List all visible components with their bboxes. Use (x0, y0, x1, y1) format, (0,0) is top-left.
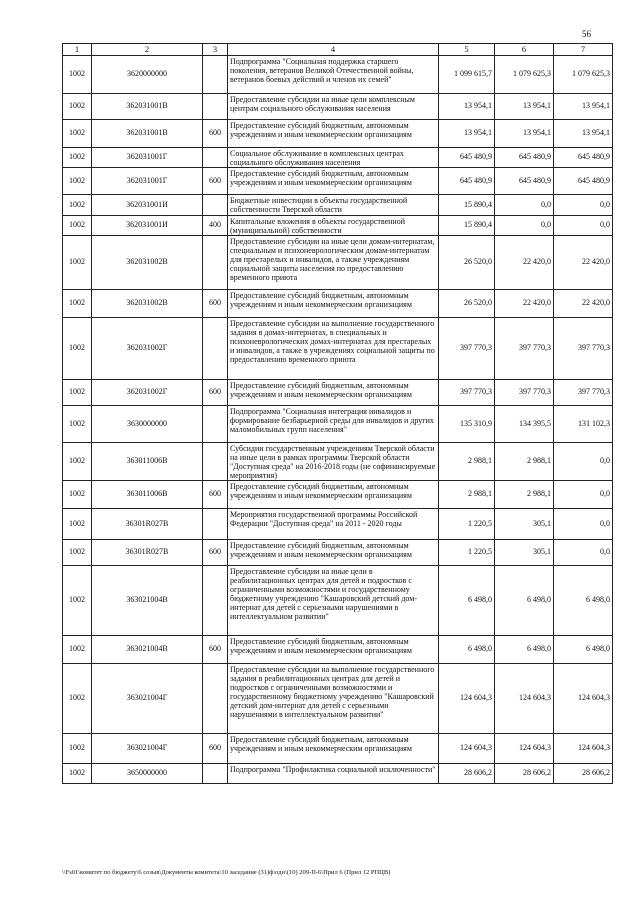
table-row (63, 119, 613, 147)
cell-c2: 3630000000 (92, 405, 203, 442)
cell-c5: 135 310,9 (439, 405, 495, 442)
column-header: 1 (63, 44, 92, 56)
cell-c2: 363021004Г (92, 663, 203, 733)
table-row (63, 663, 613, 733)
cell-c6: 13 954,1 (495, 93, 554, 119)
cell-c1: 1002 (63, 167, 92, 194)
cell-c5: 1 099 615,7 (439, 55, 495, 93)
cell-c4: Предоставление субсидий бюджетным, автономным учреждениям и иным некоммерческим организациям (228, 539, 439, 565)
cell-c3: 600 (203, 539, 228, 565)
table-row (63, 480, 613, 508)
cell-c7: 22 420,0 (554, 289, 613, 317)
header-row (63, 44, 613, 56)
cell-c6: 397 770,3 (495, 379, 554, 405)
cell-c1: 1002 (63, 119, 92, 147)
cell-c7: 1 079 625,3 (554, 55, 613, 93)
cell-c3: 600 (203, 733, 228, 763)
table-row (63, 147, 613, 167)
cell-c4: Социальное обслуживание в комплексных центрах социального обслуживания населения (228, 147, 439, 167)
cell-c2: 36301R027В (92, 508, 203, 539)
table-row (63, 763, 613, 783)
footer-file-path: \\Fs01\комитет по бюджету\6 созыв\Документы комитета\10 заседание (31)ф\одн\(10) 209-П-6\Прил 6 (Прил 12 РПЦВ) (62, 869, 391, 876)
column-header: 5 (439, 44, 495, 56)
cell-c1: 1002 (63, 635, 92, 663)
cell-c3 (203, 442, 228, 480)
cell-c4: Предоставление субсидий бюджетным, автономным учреждениям и иным некоммерческим организациям (228, 480, 439, 508)
cell-c2: 363021004В (92, 635, 203, 663)
cell-c3: 600 (203, 379, 228, 405)
table-row (63, 235, 613, 289)
cell-c6: 2 988,1 (495, 480, 554, 508)
cell-c3: 400 (203, 215, 228, 235)
table-row (63, 635, 613, 663)
cell-c5: 13 954,1 (439, 119, 495, 147)
cell-c7: 397 770,3 (554, 317, 613, 379)
cell-c7: 0,0 (554, 194, 613, 215)
table-row (63, 565, 613, 635)
cell-c5: 2 988,1 (439, 480, 495, 508)
cell-c5: 13 954,1 (439, 93, 495, 119)
cell-c2: 363021004Г (92, 733, 203, 763)
cell-c7: 124 604,3 (554, 663, 613, 733)
table-row (63, 289, 613, 317)
cell-c1: 1002 (63, 93, 92, 119)
cell-c6: 0,0 (495, 215, 554, 235)
cell-c3 (203, 194, 228, 215)
cell-c3 (203, 405, 228, 442)
cell-c3 (203, 55, 228, 93)
cell-c7: 0,0 (554, 539, 613, 565)
cell-c3 (203, 147, 228, 167)
cell-c4: Предоставление субсидии на иные цели в реабилитационных центрах для детей и подростков с ограниченными возможностями и государственному бюджетному учреждению "Кашаровский детский дом-интернат для детей с серьезными нарушениями в интеллектуальном развитии" (228, 565, 439, 635)
table-row (63, 405, 613, 442)
table-row (63, 379, 613, 405)
cell-c7: 0,0 (554, 480, 613, 508)
cell-c3 (203, 317, 228, 379)
table-row (63, 733, 613, 763)
cell-c2: 362031001И (92, 194, 203, 215)
cell-c1: 1002 (63, 539, 92, 565)
cell-c4: Мероприятия государственной программы Российской Федерации "Доступная среда" на 2011 - 2020 годы (228, 508, 439, 539)
cell-c5: 397 770,3 (439, 317, 495, 379)
cell-c6: 134 395,5 (495, 405, 554, 442)
cell-c5: 397 770,3 (439, 379, 495, 405)
table-row (63, 167, 613, 194)
cell-c3: 600 (203, 289, 228, 317)
cell-c5: 1 220,5 (439, 508, 495, 539)
cell-c2: 362031002Г (92, 379, 203, 405)
cell-c3: 600 (203, 480, 228, 508)
column-header: 4 (228, 44, 439, 56)
cell-c3 (203, 508, 228, 539)
cell-c6: 0,0 (495, 194, 554, 215)
cell-c1: 1002 (63, 480, 92, 508)
page-number: 56 (582, 29, 591, 39)
cell-c1: 1002 (63, 55, 92, 93)
cell-c6: 6 498,0 (495, 635, 554, 663)
cell-c6: 1 079 625,3 (495, 55, 554, 93)
cell-c5: 15 890,4 (439, 215, 495, 235)
cell-c5: 645 480,9 (439, 147, 495, 167)
cell-c2: 362031001Г (92, 147, 203, 167)
cell-c4: Предоставление субсидий бюджетным, автономным учреждениям и иным некоммерческим организациям (228, 635, 439, 663)
cell-c4: Предоставление субсидий бюджетным, автономным учреждениям и иным некоммерческим организациям (228, 289, 439, 317)
table-row (63, 55, 613, 93)
cell-c5: 6 498,0 (439, 635, 495, 663)
cell-c4: Предоставление субсидий бюджетным, автономным учреждениям и иным некоммерческим организациям (228, 167, 439, 194)
cell-c1: 1002 (63, 763, 92, 783)
cell-c5: 26 520,0 (439, 289, 495, 317)
cell-c7: 13 954,1 (554, 119, 613, 147)
cell-c2: 362031001В (92, 119, 203, 147)
cell-c4: Подпрограмма "Социальная поддержка старшего поколения, ветеранов Великой Отечественной войны, ветеранов боевых действий и членов их семей" (228, 55, 439, 93)
column-header: 3 (203, 44, 228, 56)
cell-c7: 0,0 (554, 442, 613, 480)
cell-c2: 362031001Г (92, 167, 203, 194)
cell-c3: 600 (203, 167, 228, 194)
cell-c5: 26 520,0 (439, 235, 495, 289)
cell-c5: 6 498,0 (439, 565, 495, 635)
cell-c1: 1002 (63, 147, 92, 167)
cell-c1: 1002 (63, 235, 92, 289)
cell-c1: 1002 (63, 194, 92, 215)
cell-c6: 22 420,0 (495, 289, 554, 317)
cell-c2: 36301R027В (92, 539, 203, 565)
cell-c7: 22 420,0 (554, 235, 613, 289)
cell-c1: 1002 (63, 565, 92, 635)
cell-c7: 28 606,2 (554, 763, 613, 783)
cell-c1: 1002 (63, 663, 92, 733)
cell-c2: 363011006В (92, 442, 203, 480)
cell-c2: 362031002Г (92, 317, 203, 379)
cell-c2: 363021004В (92, 565, 203, 635)
cell-c1: 1002 (63, 215, 92, 235)
cell-c4: Предоставление субсидий бюджетным, автономным учреждениям и иным некоммерческим организациям (228, 733, 439, 763)
cell-c4: Субсидии государственным учреждениям Тверской области на иные цели в рамках программы Тверской области "Доступная среда" на 2016-2018 годы (не софинансируемые мероприятия) (228, 442, 439, 480)
cell-c2: 362031001В (92, 93, 203, 119)
column-header: 7 (554, 44, 613, 56)
cell-c1: 1002 (63, 442, 92, 480)
cell-c3 (203, 663, 228, 733)
cell-c7: 397 770,3 (554, 379, 613, 405)
cell-c3: 600 (203, 119, 228, 147)
cell-c5: 124 604,3 (439, 663, 495, 733)
cell-c7: 13 954,1 (554, 93, 613, 119)
cell-c3 (203, 93, 228, 119)
cell-c1: 1002 (63, 317, 92, 379)
table-row (63, 442, 613, 480)
cell-c6: 645 480,9 (495, 167, 554, 194)
cell-c7: 645 480,9 (554, 147, 613, 167)
table-row (63, 317, 613, 379)
cell-c1: 1002 (63, 289, 92, 317)
cell-c2: 362031001И (92, 215, 203, 235)
cell-c1: 1002 (63, 405, 92, 442)
table-body (63, 55, 613, 783)
cell-c3: 600 (203, 635, 228, 663)
table-row (63, 194, 613, 215)
cell-c7: 6 498,0 (554, 635, 613, 663)
cell-c6: 305,1 (495, 539, 554, 565)
cell-c2: 363011006В (92, 480, 203, 508)
column-header: 2 (92, 44, 203, 56)
cell-c2: 3650000000 (92, 763, 203, 783)
cell-c3 (203, 763, 228, 783)
budget-table (62, 43, 613, 784)
cell-c2: 3620000000 (92, 55, 203, 93)
cell-c6: 124 604,3 (495, 733, 554, 763)
cell-c4: Предоставление субсидий бюджетным, автономным учреждениям и иным некоммерческим организациям (228, 379, 439, 405)
cell-c4: Подпрограмма "Социальная интеграция инвалидов и формирование безбарьерной среды для инвалидов и других маломобильных групп населения" (228, 405, 439, 442)
cell-c5: 645 480,9 (439, 167, 495, 194)
cell-c4: Предоставление субсидий бюджетным, автономным учреждениям и иным некоммерческим организациям (228, 119, 439, 147)
cell-c4: Капитальные вложения в объекты государственной (муниципальной) собственности (228, 215, 439, 235)
table-row (63, 539, 613, 565)
cell-c4: Предоставление субсидии на иные цели домам-интернатам, специальным и психоневрологическим домам-интернатам для престарелых и инвалидов, а также учреждениям социальной защиты населения по предоставлению временного приюта (228, 235, 439, 289)
cell-c6: 6 498,0 (495, 565, 554, 635)
cell-c7: 124 604,3 (554, 733, 613, 763)
cell-c1: 1002 (63, 508, 92, 539)
cell-c5: 2 988,1 (439, 442, 495, 480)
cell-c6: 305,1 (495, 508, 554, 539)
cell-c7: 0,0 (554, 215, 613, 235)
cell-c7: 645 480,9 (554, 167, 613, 194)
cell-c5: 28 606,2 (439, 763, 495, 783)
column-header: 6 (495, 44, 554, 56)
cell-c4: Предоставление субсидии на иные цели комплексным центрам социального обслуживания населения (228, 93, 439, 119)
cell-c6: 645 480,9 (495, 147, 554, 167)
cell-c4: Подпрограмма "Профилактика социальной исключенности" (228, 763, 439, 783)
cell-c6: 397 770,3 (495, 317, 554, 379)
cell-c2: 362031002В (92, 235, 203, 289)
cell-c4: Предоставление субсидии на выполнение государственного задания в реабилитационных центрах для детей и подростков с ограниченными возможностями и государственному бюджетному учреждению "Кашаровский детский дом-интернат для детей с серьезными нарушениями в интеллектуальном развитии" (228, 663, 439, 733)
cell-c6: 22 420,0 (495, 235, 554, 289)
cell-c6: 13 954,1 (495, 119, 554, 147)
cell-c3 (203, 565, 228, 635)
cell-c5: 1 220,5 (439, 539, 495, 565)
cell-c4: Бюджетные инвестиции в объекты государственной собственности Тверской области (228, 194, 439, 215)
cell-c5: 124 604,3 (439, 733, 495, 763)
cell-c7: 131 102,3 (554, 405, 613, 442)
cell-c3 (203, 235, 228, 289)
cell-c6: 2 988,1 (495, 442, 554, 480)
cell-c1: 1002 (63, 733, 92, 763)
cell-c7: 6 498,0 (554, 565, 613, 635)
cell-c2: 362031002В (92, 289, 203, 317)
cell-c5: 15 890,4 (439, 194, 495, 215)
table-row (63, 93, 613, 119)
table-row (63, 215, 613, 235)
cell-c7: 0,0 (554, 508, 613, 539)
cell-c4: Предоставление субсидии на выполнение государственного задания в домах-интернатах, в специальных и психоневрологических домах-интернатах для престарелых и инвалидов, а также в учреждениях социальной защиты по предоставлению временного приюта (228, 317, 439, 379)
table-row (63, 508, 613, 539)
cell-c6: 28 606,2 (495, 763, 554, 783)
cell-c1: 1002 (63, 379, 92, 405)
cell-c6: 124 604,3 (495, 663, 554, 733)
